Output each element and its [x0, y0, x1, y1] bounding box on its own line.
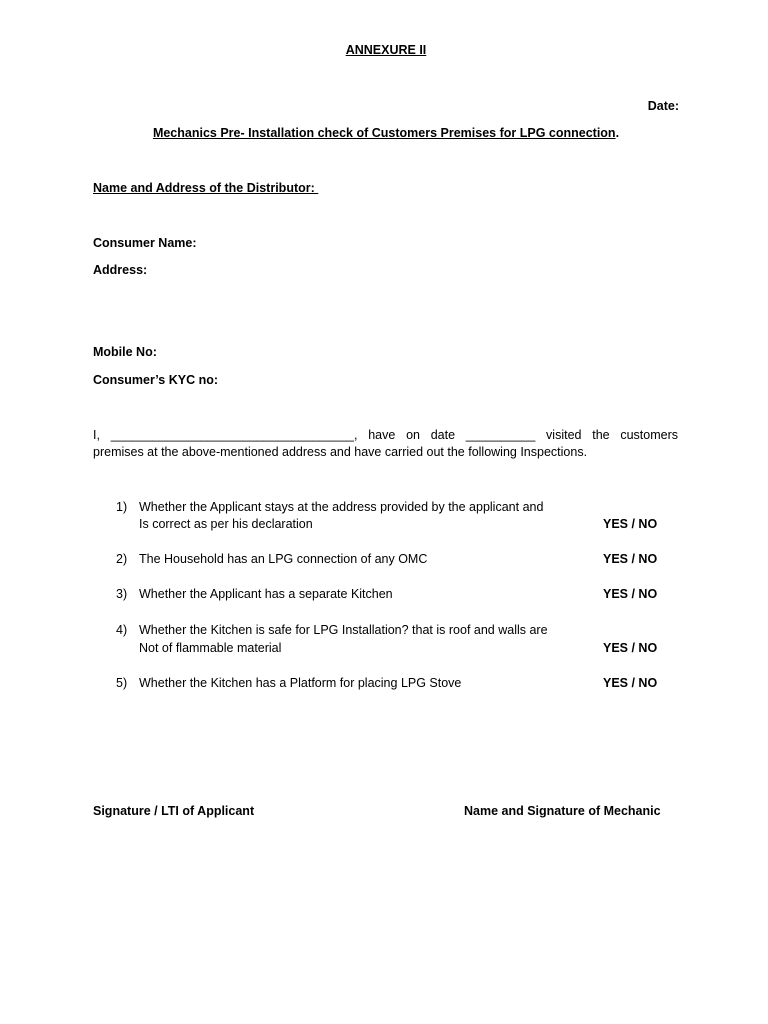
declaration-word: visited: [546, 428, 582, 442]
question-4-text-line1: Whether the Kitchen is safe for LPG Installation? that is roof and walls are: [139, 623, 548, 637]
question-5-number: 5): [116, 676, 128, 690]
question-3-number: 3): [116, 587, 128, 601]
declaration-line-2: premises at the above-mentioned address and have carried out the following Inspections.: [93, 445, 588, 459]
declaration-line-1: [93, 428, 678, 442]
question-1-answer: YES / NO: [603, 517, 658, 531]
form-title: [0, 126, 768, 140]
question-5-text-line1: Whether the Kitchen has a Platform for placing LPG Stove: [139, 676, 462, 690]
declaration-name-blank: ___________________________________,: [110, 428, 358, 442]
question-2-answer: YES / NO: [603, 552, 658, 566]
declaration-word: on: [406, 428, 420, 442]
question-3-text-line1: Whether the Applicant has a separate Kitchen: [139, 587, 393, 601]
declaration-date-blank: __________: [465, 428, 536, 442]
question-3-answer: YES / NO: [603, 587, 658, 601]
question-2-number: 2): [116, 552, 128, 566]
kyc-label: Consumer’s KYC no:: [93, 373, 219, 387]
question-1-text-line1: Whether the Applicant stays at the address provided by the applicant and: [139, 500, 544, 514]
declaration-word: customers: [620, 428, 678, 442]
mobile-label: Mobile No:: [93, 345, 157, 359]
declaration-word: have: [368, 428, 396, 442]
question-4-answer: YES / NO: [603, 641, 658, 655]
question-5-answer: YES / NO: [603, 676, 658, 690]
date-label: Date:: [647, 99, 679, 113]
mechanic-signature-label: Name and Signature of Mechanic: [464, 804, 661, 818]
form-title-text: Mechanics Pre- Installation check of Customers Premises for LPG connection: [152, 126, 616, 140]
declaration-word: date: [430, 428, 456, 442]
declaration-word: the: [592, 428, 610, 442]
annexure-title: ANNEXURE II: [345, 43, 427, 57]
question-1-number: 1): [116, 500, 128, 514]
consumer-name-label: Consumer Name:: [93, 236, 197, 250]
form-title-period: .: [615, 126, 620, 140]
address-label: Address:: [93, 263, 148, 277]
question-2-text-line1: The Household has an LPG connection of any OMC: [139, 552, 428, 566]
question-4-text-line2: Not of flammable material: [139, 641, 282, 655]
applicant-signature-label: Signature / LTI of Applicant: [93, 804, 255, 818]
question-4-number: 4): [116, 623, 128, 637]
distributor-label: Name and Address of the Distributor:: [93, 181, 319, 195]
declaration-word: I,: [93, 428, 100, 442]
question-1-text-line2: Is correct as per his declaration: [139, 517, 313, 531]
